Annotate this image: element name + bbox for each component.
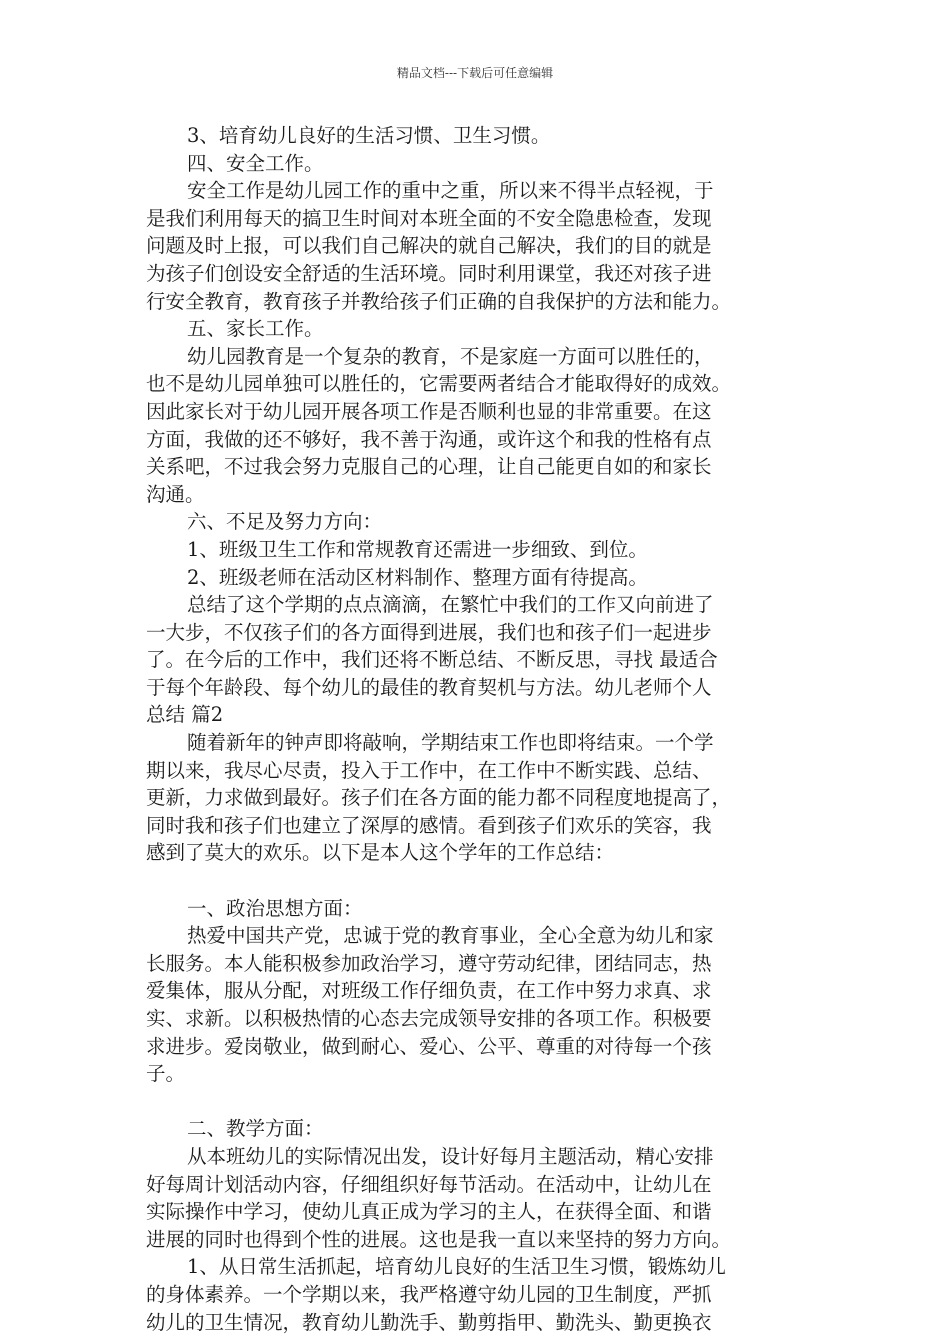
blank-line: [146, 867, 808, 895]
text-line: 了。在今后的工作中，我们还将不断总结、不断反思，寻找 最适合: [146, 648, 718, 672]
text-line: 行安全教育，教育孩子并教给孩子们正确的自我保护的方法和能力。: [146, 289, 732, 313]
text-line: 六、不足及努力方向：: [187, 510, 383, 534]
text-line: 的身体素养。一个学期以来，我严格遵守幼儿园的卫生制度，严抓: [146, 1282, 712, 1306]
text-line: 安全工作是幼儿园工作的重中之重，所以来不得半点轻视，于: [187, 179, 714, 203]
document-body: [146, 122, 808, 1336]
text-line: 实、求新。以积极热情的心态去完成领导安排的各项工作。积极要: [146, 1007, 712, 1030]
blank-line: [146, 1088, 808, 1116]
text-line: 方面，我做的还不够好，我不善于沟通，或许这个和我的性格有点: [146, 427, 712, 451]
text-line: 求进步。爱岗敬业，做到耐心、爱心、公平、尊重的对待每一个孩: [146, 1034, 712, 1058]
text-line: 是我们利用每天的搞卫生时间对本班全面的不安全隐患检查，发现: [146, 206, 712, 230]
text-line: 二、教学方面：: [187, 1117, 324, 1141]
text-line: 因此家长对于幼儿园开展各项工作是否顺利也显的非常重要。在这: [146, 399, 712, 423]
text-line: 热爱中国共产党，忠诚于党的教育事业，全心全意为幼儿和家: [187, 924, 714, 948]
text-line: 总结了这个学期的点点滴滴，在繁忙中我们的工作又向前进了: [187, 593, 714, 617]
text-line: 1、班级卫生工作和常规教育还需进一步细致、到位。: [187, 537, 648, 561]
text-line: 也不是幼儿园单独可以胜任的，它需要两者结合才能取得好的成效。: [146, 372, 732, 396]
text-line: 2、班级老师在活动区材料制作、整理方面有待提高。: [187, 565, 648, 589]
text-line: 感到了莫大的欢乐。以下是本人这个学年的工作总结：: [146, 841, 615, 865]
text-line: 子。: [146, 1062, 186, 1086]
text-line: 幼儿园教育是一个复杂的教育，不是家庭一方面可以胜任的，: [187, 344, 714, 368]
text-line: 实际操作中学习，使幼儿真正成为学习的主人，在获得全面、和谐: [146, 1200, 712, 1224]
page-header: 精品文档---下载后可任意编辑: [396, 66, 554, 80]
text-line: 五、家长工作。: [187, 317, 324, 341]
text-line: 更新，力求做到最好。孩子们在各方面的能力都不同程度地提高了，: [146, 786, 732, 810]
text-line: 期以来，我尽心尽责，投入于工作中，在工作中不断实践、总结、: [146, 758, 712, 782]
text-line: 爱集体，服从分配，对班级工作仔细负责，在工作中努力求真、求: [146, 979, 712, 1003]
text-line: 为孩子们创设安全舒适的生活环境。同时利用课堂，我还对孩子进: [146, 261, 712, 285]
text-line: 随着新年的钟声即将敲响，学期结束工作也即将结束。一个学: [187, 731, 714, 755]
text-line: 于每个年龄段、每个幼儿的最佳的教育契机与方法。幼儿老师个人: [146, 675, 712, 699]
text-line: 一大步，不仅孩子们的各方面得到进展，我们也和孩子们一起进步: [146, 620, 712, 644]
text-line: 好每周计划活动内容，仔细组织好每节活动。在活动中，让幼儿在: [146, 1172, 712, 1196]
text-line: 从本班幼儿的实际情况出发，设计好每月主题活动，精心安排: [187, 1144, 714, 1168]
text-line: 进展的同时也得到个性的进展。这也是我一直以来坚持的努力方向。: [146, 1227, 732, 1251]
text-line: 1、从日常生活抓起，培育幼儿良好的生活卫生习惯，锻炼幼儿: [187, 1255, 726, 1279]
text-line: 3、培育幼儿良好的生活习惯、卫生习惯。: [187, 124, 551, 147]
text-line: 四、安全工作。: [187, 151, 324, 175]
text-line: 总结 篇2: [146, 703, 224, 727]
text-line: 问题及时上报，可以我们自己解决的就自己解决，我们的目的就是: [146, 234, 712, 258]
text-line: 关系吧，不过我会努力克服自己的心理，让自己能更自如的和家长: [146, 455, 712, 479]
text-line: 幼儿的卫生情况，教育幼儿勤洗手、勤剪指甲、勤洗头、勤更换衣: [146, 1310, 712, 1334]
text-line: 沟通。: [146, 482, 205, 506]
text-line: 同时我和孩子们也建立了深厚的感情。看到孩子们欢乐的笑容，我: [146, 813, 712, 837]
text-line: 一、政治思想方面：: [187, 896, 363, 920]
text-line: 长服务。本人能积极参加政治学习，遵守劳动纪律，团结同志，热: [146, 951, 712, 975]
